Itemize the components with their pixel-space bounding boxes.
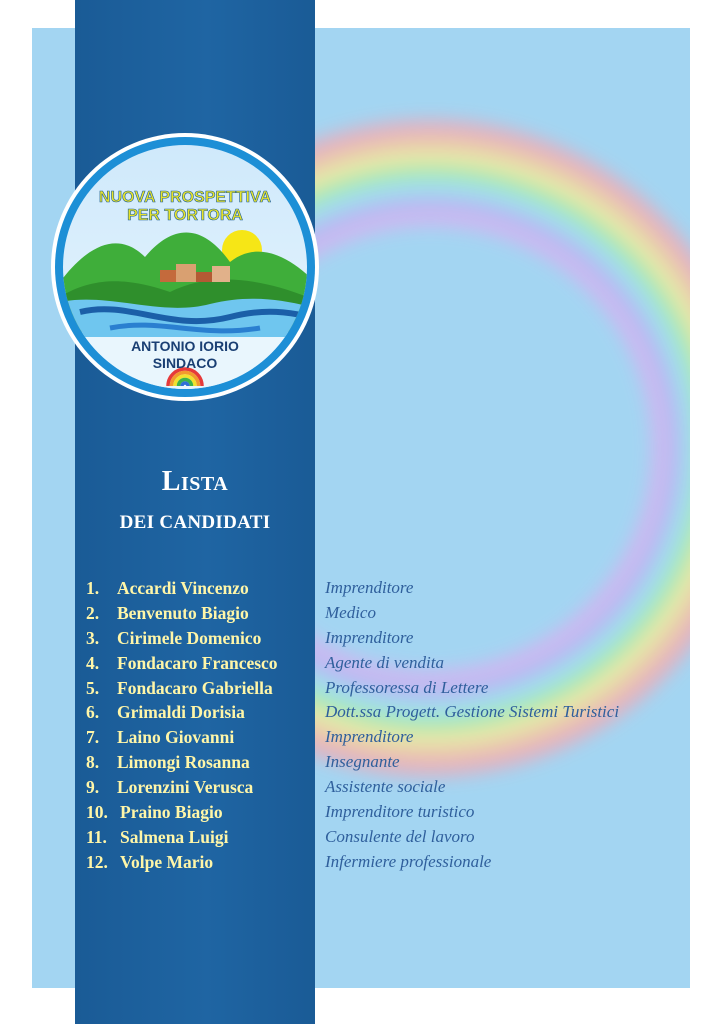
candidate-row bbox=[86, 850, 619, 875]
candidate-occupation: Agente di vendita bbox=[325, 652, 444, 672]
candidate-row bbox=[86, 800, 619, 825]
candidate-name: Lorenzini Verusca bbox=[117, 777, 254, 798]
candidate-number: 12. bbox=[86, 851, 108, 872]
candidate-row bbox=[86, 601, 619, 626]
candidate-row bbox=[86, 750, 619, 775]
candidate-number: 3. bbox=[86, 627, 100, 648]
candidate-number: 8. bbox=[86, 752, 100, 773]
candidate-row bbox=[86, 676, 619, 701]
candidate-occupation: Consulente del lavoro bbox=[325, 826, 475, 846]
candidate-name: Laino Giovanni bbox=[117, 727, 235, 748]
candidate-number: 11. bbox=[86, 826, 107, 847]
candidate-number: 6. bbox=[86, 702, 100, 723]
candidate-row bbox=[86, 576, 619, 601]
list-subtitle: DEI CANDIDATI bbox=[119, 512, 271, 533]
candidate-name: Volpe Mario bbox=[120, 851, 214, 872]
candidate-occupation: Imprenditore bbox=[325, 727, 414, 747]
logo-title-line2: PER TORTORA bbox=[127, 207, 243, 224]
candidate-occupation: Dott.ssa Progett. Gestione Sistemi Turistici bbox=[325, 702, 620, 722]
candidate-row bbox=[86, 651, 619, 676]
candidate-number: 10. bbox=[86, 802, 108, 823]
candidate-number: 1. bbox=[86, 578, 100, 598]
candidate-name: Praino Biagio bbox=[120, 802, 223, 823]
candidate-occupation: Infermiere professionale bbox=[325, 851, 492, 871]
candidate-row bbox=[86, 626, 619, 651]
candidate-occupation: Imprenditore turistico bbox=[325, 802, 475, 822]
candidate-occupation: Imprenditore bbox=[325, 627, 414, 647]
logo-candidate: ANTONIO IORIO bbox=[131, 338, 239, 354]
candidate-occupation: Medico bbox=[325, 602, 376, 622]
candidate-number: 2. bbox=[86, 602, 100, 623]
candidate-name: Fondacaro Gabriella bbox=[117, 677, 273, 698]
candidate-number: 7. bbox=[86, 727, 100, 748]
candidate-name: Limongi Rosanna bbox=[117, 752, 250, 773]
candidate-row bbox=[86, 825, 619, 850]
candidate-row bbox=[86, 775, 619, 800]
candidate-name: Salmena Luigi bbox=[120, 826, 229, 847]
candidate-number: 4. bbox=[86, 652, 100, 673]
candidate-row bbox=[86, 725, 619, 750]
candidate-number: 5. bbox=[86, 677, 100, 698]
candidate-name: Fondacaro Francesco bbox=[117, 652, 278, 673]
candidate-name: Cirimele Domenico bbox=[117, 627, 262, 648]
candidate-occupation: Insegnante bbox=[325, 752, 400, 772]
candidate-list bbox=[86, 576, 619, 875]
candidate-occupation: Assistente sociale bbox=[325, 777, 446, 797]
candidate-name: Accardi Vincenzo bbox=[117, 578, 249, 598]
candidate-row bbox=[86, 700, 619, 725]
list-title: Lista bbox=[161, 466, 229, 497]
candidate-occupation: Professoressa di Lettere bbox=[325, 677, 489, 697]
logo-role: SINDACO bbox=[152, 355, 218, 371]
candidate-name: Benvenuto Biagio bbox=[117, 602, 249, 623]
candidate-occupation: Imprenditore bbox=[325, 578, 414, 597]
party-logo bbox=[50, 132, 320, 402]
candidate-number: 9. bbox=[86, 777, 100, 798]
logo-title-line1: NUOVA PROSPETTIVA bbox=[98, 189, 272, 206]
candidate-name: Grimaldi Dorisia bbox=[117, 702, 245, 723]
